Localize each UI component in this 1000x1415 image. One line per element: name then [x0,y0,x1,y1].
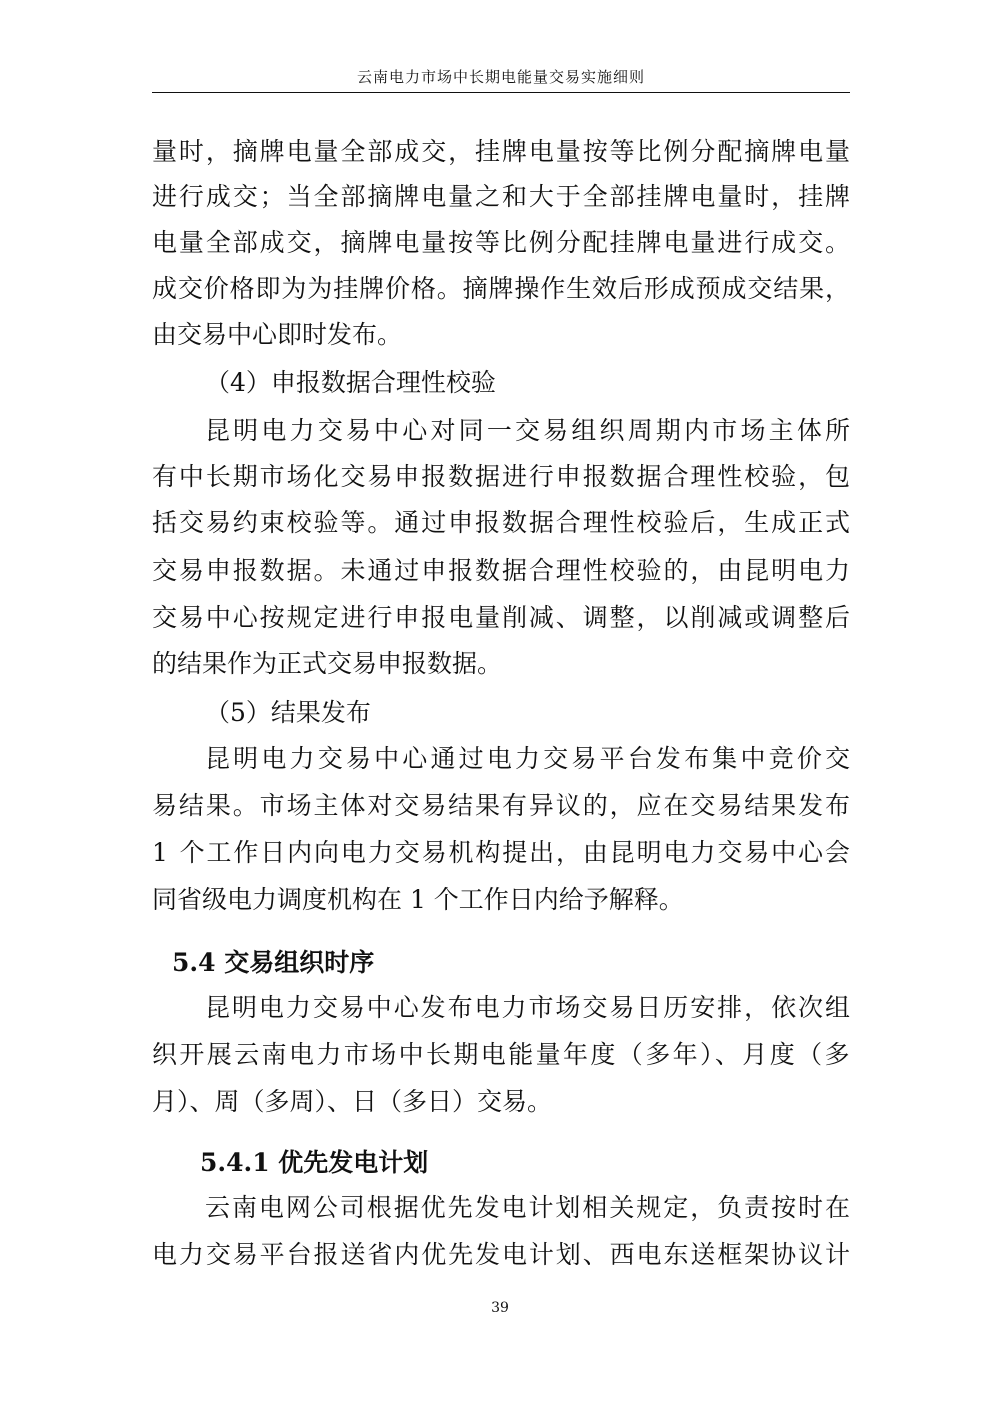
body-line: 月）、周（多周）、日（多日）交易。 [152,1087,553,1116]
body-line: 昆明电力交易中心对同一交易组织周期内市场主体所 [205,416,854,445]
header-rule [152,92,850,93]
body-line: 的结果作为正式交易申报数据。 [152,649,503,678]
body-line: 有中长期市场化交易申报数据进行申报数据合理性校验，包 [152,462,852,491]
body-line: 电力交易平台报送省内优先发电计划、西电东送框架协议计 [152,1240,852,1269]
body-line: 括交易约束校验等。通过申报数据合理性校验后，生成正式 [152,508,852,537]
body-line: 量时，摘牌电量全部成交，挂牌电量按等比例分配摘牌电量 [152,137,852,166]
body-line: 云南电网公司根据优先发电计划相关规定，负责按时在 [205,1193,852,1222]
body-line: 同省级电力调度机构在 1 个工作日内给予解释。 [152,885,684,914]
body-line: 昆明电力交易中心通过电力交易平台发布集中竞价交 [205,744,854,773]
body-line: 交易中心按规定进行申报电量削减、调整，以削减或调整后 [152,603,852,632]
body-line: 成交价格即为为挂牌价格。摘牌操作生效后形成预成交结果， [152,274,851,303]
body-line: 交易申报数据。未通过申报数据合理性校验的，由昆明电力 [152,556,852,585]
page-number: 39 [491,1300,509,1316]
running-header: 云南电力市场中长期电能量交易实施细则 [356,68,645,86]
body-line: 易结果。市场主体对交易结果有异议的，应在交易结果发布 [152,791,852,820]
body-line: 进行成交；当全部摘牌电量之和大于全部挂牌电量时，挂牌 [152,182,852,211]
body-line: 电量全部成交，摘牌电量按等比例分配挂牌电量进行成交。 [152,228,852,257]
body-line: 由交易中心即时发布。 [152,320,403,349]
section-heading-5-4-1: 5.4.1 优先发电计划 [200,1148,429,1177]
subsection-heading-4: （4）申报数据合理性校验 [205,368,496,397]
section-heading-5-4: 5.4 交易组织时序 [172,948,375,977]
subsection-heading-5: （5）结果发布 [205,698,371,727]
body-line: 昆明电力交易中心发布电力市场交易日历安排，依次组 [205,993,852,1022]
body-line: 1 个工作日内向电力交易机构提出，由昆明电力交易中心会 [152,838,852,867]
body-line: 织开展云南电力市场中长期电能量年度（多年）、月度（多 [152,1040,852,1069]
